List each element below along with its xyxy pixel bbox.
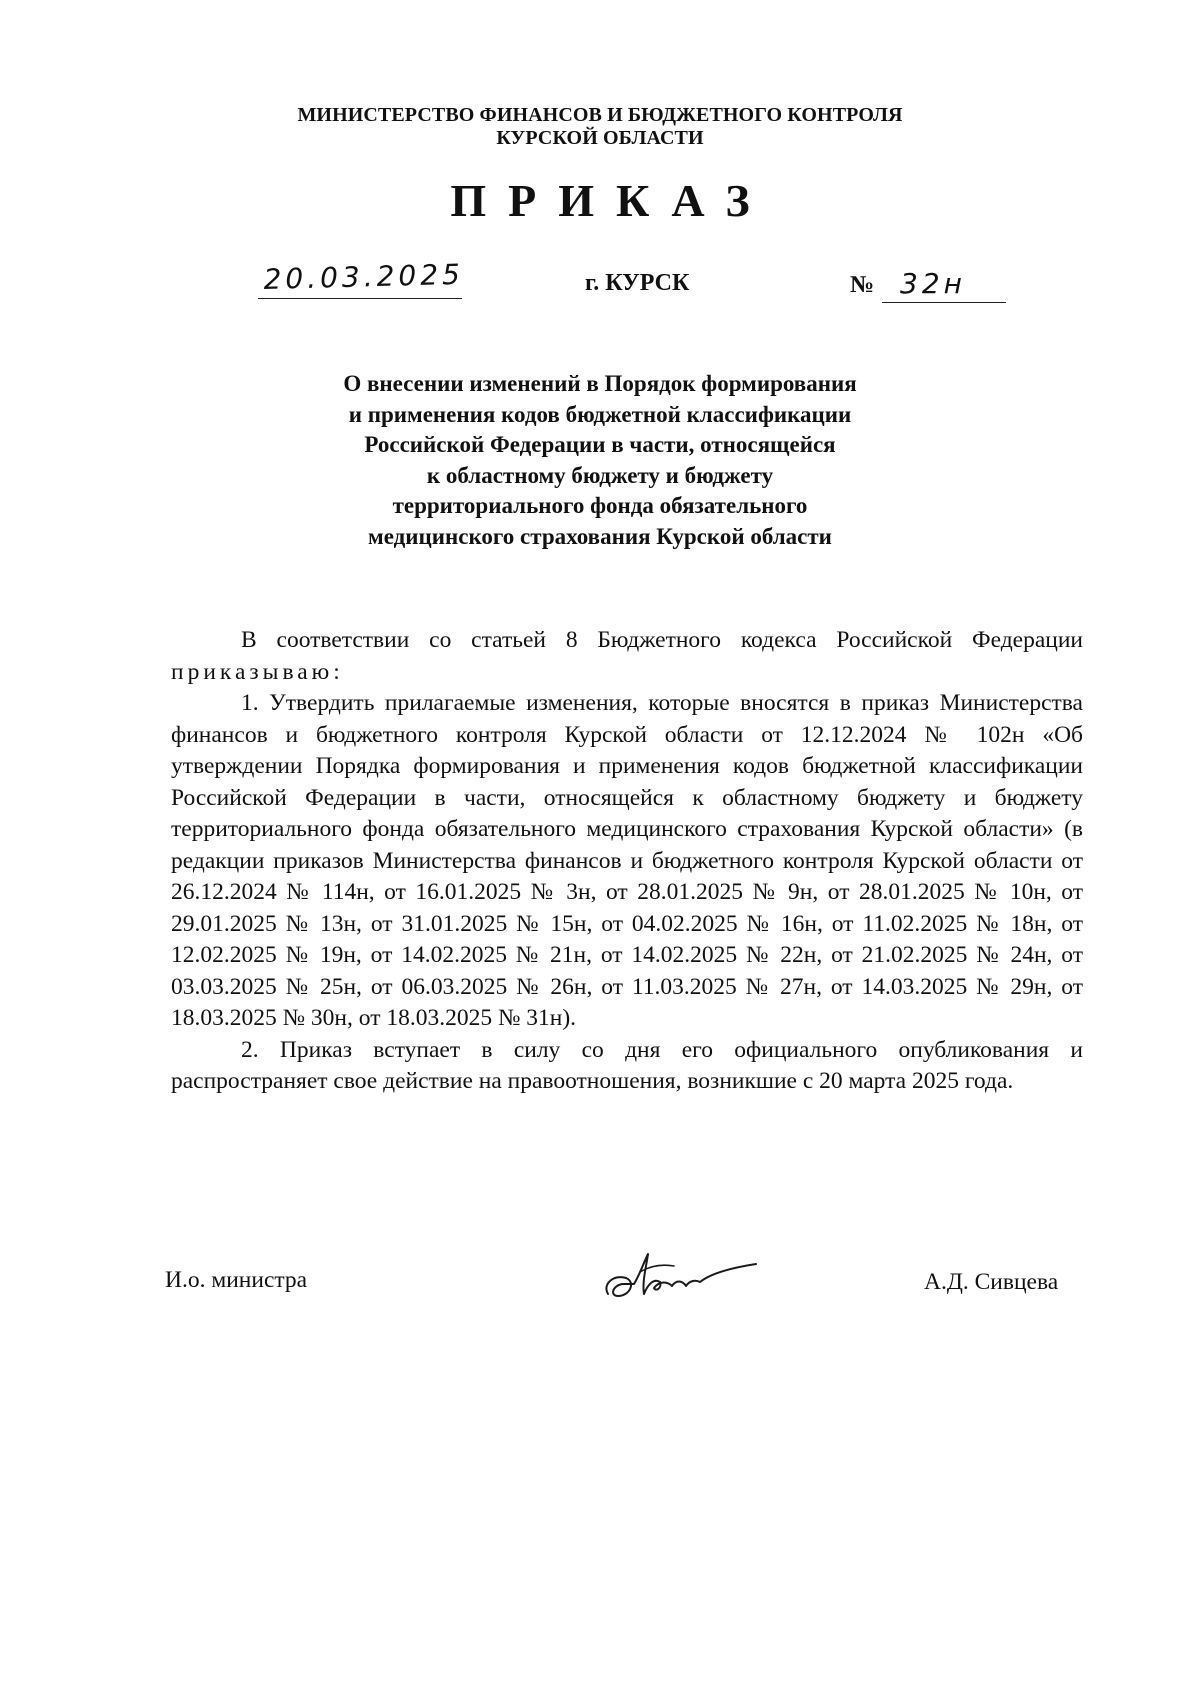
order-number-sign: №: [850, 272, 875, 298]
subject-line: территориального фонда обязательного: [392, 493, 808, 518]
signer-position: И.о. министра: [165, 1267, 308, 1293]
ministry-name-line2: КУРСКОЙ ОБЛАСТИ: [496, 127, 704, 149]
order-number: 32н: [900, 267, 966, 300]
item-2-paragraph: 2. Приказ вступает в силу со дня его официального опубликования и распространяет свое действие на правоотношения, возникшие с 20 марта 2025 года.: [171, 1036, 1083, 1094]
subject-line: медицинского страхования Курской области: [368, 523, 832, 549]
signer-name: А.Д. Сивцева: [924, 1269, 1059, 1295]
order-city: г. КУРСК: [585, 270, 690, 296]
subject-line: Российской Федерации в части, относящейся: [364, 432, 836, 457]
document-type-title: ПРИКАЗ: [450, 175, 772, 226]
order-word: приказываю:: [171, 658, 344, 685]
order-number-field: [882, 266, 1006, 303]
order-date: 20.03.2025: [263, 257, 465, 296]
preamble-paragraph: [171, 625, 1083, 688]
preamble-text: В соответствии со статьей 8 Бюджетного кодекса Российской Федерации: [241, 627, 1083, 653]
subject-line: и применения кодов бюджетной классификации: [348, 401, 852, 427]
order-body: [171, 625, 1083, 1098]
handwritten-signature: [600, 1244, 760, 1308]
subject-line: к областному бюджету и бюджету: [426, 462, 774, 488]
order-date-field: [258, 257, 465, 299]
order-subject: [0, 369, 1200, 552]
ministry-name-line1: МИНИСТЕРСТВО ФИНАНСОВ И БЮДЖЕТНОГО КОНТРОЛЯ: [297, 104, 903, 126]
ministry-header: [0, 104, 1200, 150]
subject-line: О внесении изменений в Порядок формирования: [343, 371, 857, 396]
item-1-paragraph: 1. Утвердить прилагаемые изменения, которые вносятся в приказ Министерства финансов и бюджетного контроля Курской области от 12.12.2024 № 102н «Об утверждении Порядка формирования и применения кодов бюджетной классификации Российской Федерации в части, относящейся к областному бюджету и бюджету территориального фонда обязательного медицинского страхования Курской области» (в редакции приказов Министерства финансов и бюджетного контроля Курской области от 26.12.2024 № 114н, от 16.01.2025 № 3н, от 28.01.2025 № 9н, от 28.01.2025 № 10н, от 29.01.2025 № 13н, от 31.01.2025 № 15н, от 04.02.2025 № 16н, от 11.02.2025 № 18н, от 12.02.2025 № 19н, от 14.02.2025 № 21н, от 14.02.2025 № 22н, от 21.02.2025 № 24н, от 03.03.2025 № 25н, от 06.03.2025 № 26н, от 11.03.2025 № 27н, от 14.03.2025 № 29н, от 18.03.2025 № 30н, от 18.03.2025 № 31н).: [171, 690, 1083, 1031]
